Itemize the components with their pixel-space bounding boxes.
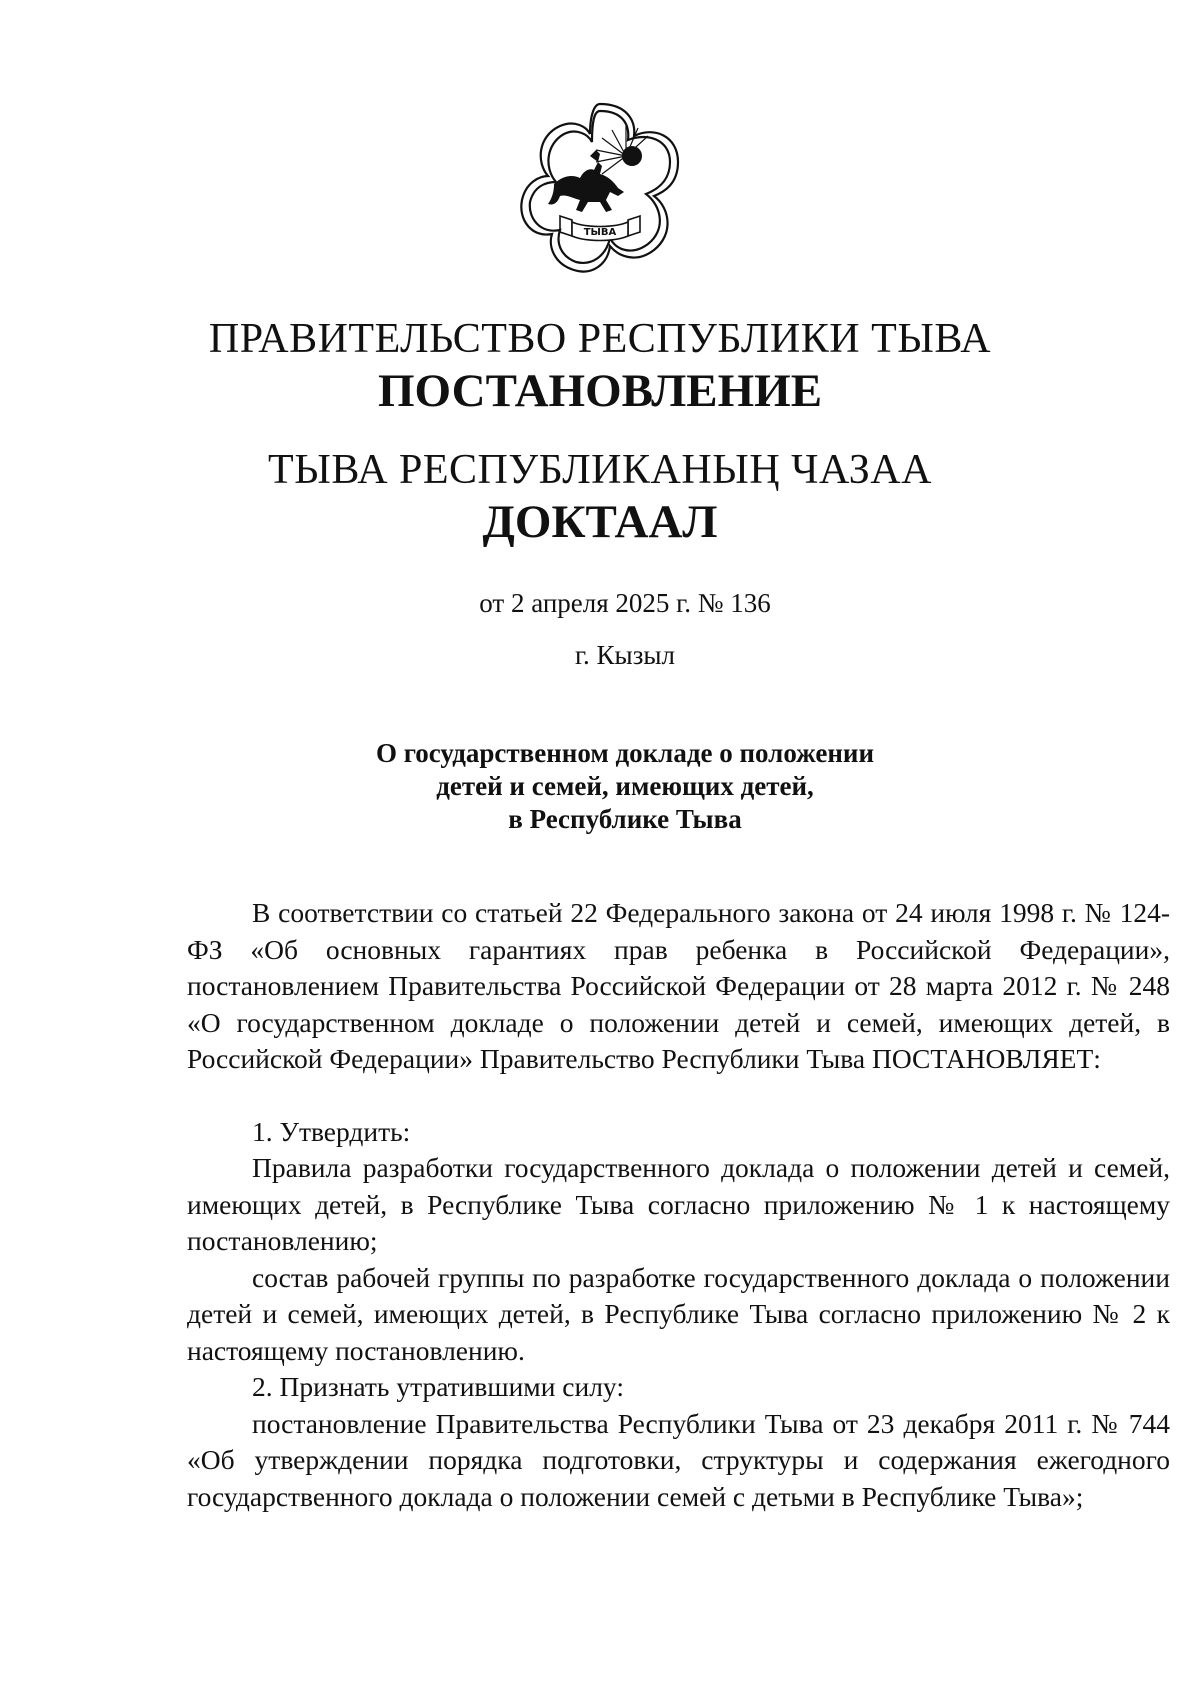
- organization-name-russian: ПРАВИТЕЛЬСТВО РЕСПУБЛИКИ ТЫВА: [208, 316, 992, 362]
- item-1-subitem-rules: Правила разработки государственного доклада о положении детей и семей, имеющих детей, в Республике Тыва согласно приложению № 1 к настоящему постановлению;: [187, 1152, 1170, 1256]
- item-2-subitem-resolution: постановление Правительства Республики Тыва от 23 декабря 2011 г. № 744 «Об утверждении порядка подготовки, структуры и содержания ежегодного государственного доклада о положении семей с детьми в Республике Тыва»;: [187, 1407, 1170, 1512]
- tuva-coat-of-arms-emblem: [514, 96, 686, 280]
- document-title-line: О государственном докладе о положении: [375, 738, 875, 768]
- document-title-line: в Республике Тыва: [508, 804, 742, 834]
- item-2-heading: 2. Признать утратившими силу:: [252, 1371, 624, 1402]
- organization-name-tuvan: ТЫВА РЕСПУБЛИКАНЫҢ ЧАЗАА: [268, 447, 932, 493]
- document-type-russian: ПОСТАНОВЛЕНИЕ: [377, 365, 823, 417]
- document-date-number: от 2 апреля 2025 г. № 136: [479, 588, 771, 618]
- document-title: [0, 737, 1200, 836]
- document-title-line: детей и семей, имеющих детей,: [436, 771, 814, 801]
- document-city: г. Кызыл: [575, 640, 675, 670]
- document-type-tuvan: ДОКТААЛ: [482, 496, 718, 548]
- document-body: [187, 895, 1170, 1515]
- item-1-subitem-working-group: состав рабочей группы по разработке государственного доклада о положении детей и семей, имеющих детей, в Республике Тыва согласно приложению № 2 к настоящему постановлению.: [187, 1261, 1170, 1366]
- item-1-heading: 1. Утвердить:: [252, 1115, 411, 1147]
- emblem-ribbon-label: ТЫВА: [583, 227, 617, 238]
- preamble-paragraph: В соответствии со статьей 22 Федерального закона от 24 июля 1998 г. № 124-ФЗ «Об основных гарантиях прав ребенка в Российской Федерации», постановлением Правительства Российской Федерации от 28 марта 2012 г. № 248 «О государственном докладе о положении детей и семей, имеющих детей, в Российской Федерации» Правительство Республики Тыва ПОСТАНОВЛЯЕТ:: [187, 897, 1170, 1074]
- paragraph-spacer: [187, 1078, 1170, 1114]
